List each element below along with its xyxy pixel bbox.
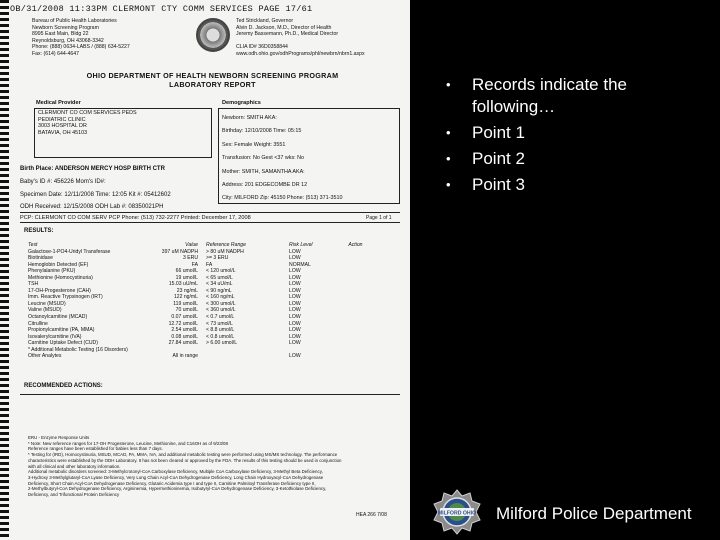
page-number: Page 1 of 1 [366, 215, 392, 221]
table-cell: < 34 uU/mL [206, 281, 233, 288]
specimen-date: Specimen Date: 12/11/2008 Time: 12:05 Kit #: 05412602 [20, 192, 171, 198]
note-line: characteristics were established by the ODH Laboratory. It has not been cleared or approved by the FDA. The results of this testing should be used in conjunction [28, 457, 342, 463]
bullet-item: • Point 2 [446, 149, 525, 168]
table-cell: LOW [289, 327, 301, 334]
divider [20, 212, 400, 213]
table-cell: 27.84 umol/L [168, 340, 199, 347]
table-cell: LOW [289, 268, 301, 275]
scan-edge [0, 0, 9, 540]
table-cell: > 6.00 umol/L [206, 340, 238, 347]
divider [20, 222, 400, 223]
table-cell: LOW [289, 314, 301, 321]
results-table [28, 242, 378, 360]
table-cell: < 90 ng/mL [206, 287, 232, 294]
table-cell: Hemoglobin Detected (EF) [28, 261, 89, 268]
footer-caption: Milford Police Department [496, 504, 692, 523]
bullet-list [444, 74, 714, 200]
table-cell [348, 353, 378, 360]
recommended-actions-label: RECOMMENDED ACTIONS: [24, 383, 103, 389]
table-cell: 397 uM NADPH [161, 248, 199, 255]
bullet-icon: • [446, 125, 451, 140]
note-line: ERU - Enzyme Response Units [28, 435, 90, 440]
table-cell: < 160 ng/mL [206, 294, 235, 301]
divider [20, 394, 400, 395]
table-cell: LOW [289, 320, 301, 327]
note-line: Additional metabolic disorders screened: 3-Methylcrotonyl-CoA Carboxylase Deficiency, Multiple CoA Carboxylase Deficiency, 3-Methyl Beta Deficiency, [28, 469, 323, 475]
table-cell: 23 ng/mL [176, 287, 199, 294]
lab-address: Bureau of Public Health Laboratories Newborn Screening Program 8995 East Main, Bldg 22 Reynoldsburg, OH 43068-3342 Phone: (888) 0634-LABS / (888) 634-5227 Fax: (614) 644-4647 [32, 18, 130, 57]
table-cell: 15.03 uU/mL [168, 281, 199, 288]
table-cell: TSH [28, 281, 39, 288]
table-cell: 119 umol/L [173, 300, 199, 307]
table-cell: Leucine (MSUD) [28, 300, 66, 307]
pcp-line: PCP: CLERMONT CO COM SERV PCP Phone: (513) 732-2277 Printed: December 17, 2008 [20, 215, 251, 221]
note-line: Deficiency, Short Chain Acyl-CoA Dehydrogenase Deficiency, Glutaric Acidemia type I and type II, Carnitine Palmitoyl Transferase Deficiency type II, [28, 480, 316, 486]
table-cell: LOW [289, 307, 301, 314]
form-number: HEA 266 7/08 [356, 512, 387, 518]
police-badge-icon [432, 488, 482, 536]
table-cell: LOW [289, 281, 301, 288]
table-cell: Other Analytes [28, 353, 62, 360]
bullet-icon: • [446, 151, 451, 166]
bullet-icon: • [446, 177, 451, 192]
table-cell: LOW [289, 353, 301, 360]
table-cell: 19 umol/L [175, 274, 199, 281]
table-cell: < 0.7 umol/L [206, 314, 235, 321]
table-cell: 3 ERU [183, 255, 199, 262]
table-cell: < 8.8 umol/L [206, 327, 235, 334]
note-line: Reference ranges have been established for babies less than 7 days. [28, 446, 163, 452]
table-cell: Citrulline [28, 320, 48, 327]
table-cell: < 0.8 umol/L [206, 333, 235, 340]
birth-place: Birth Place: ANDERSON MERCY HOSP BIRTH CTR [20, 166, 165, 172]
table-cell: Galactose-1-PO4-Uridyl Transferase [28, 248, 111, 255]
table-cell: Methionine (Homocystinuria) [28, 274, 93, 281]
report-notes [28, 435, 380, 498]
table-row [28, 353, 378, 360]
note-line: 2-Methylbutyryl-CoA Dehydrogenase Deficiency, Argininemia, Hypermethioninemia, Isobutyryl-CoA Dehydrogenase Deficiency, 3-Ketothiolase Deficiency, [28, 486, 327, 492]
note-line: * Testing for (IRD), Homocystinuria, MSUD, MCAD, PA, MMA, IVA, and additional metabolic testing were performed using MS/MS technology. The performance [28, 452, 338, 458]
table-cell: 12.72 umol/L [168, 320, 199, 327]
table-cell: LOW [289, 248, 301, 255]
demographics-label: Demographics [222, 100, 261, 106]
table-cell: 2.54 umol/L [171, 327, 199, 334]
provider-lines: CLERMONT CO COM SERVICES PEDS PEDIATRIC CLINIC 3003 HOSPITAL DR BATAVIA, OH 45103 [38, 110, 137, 136]
table-cell: FA [191, 261, 199, 268]
table-cell: Imm. Reactive Trypsinogen (IRT) [28, 294, 103, 301]
note-line: 3-Hydroxy 3-Methylglutaryl-CoA Lyase Deficiency, Very Long Chain Acyl-CoA Dehydrogenase Deficiency, Long Chain Hydroxyacyl-CoA Dehydrogenase [28, 474, 324, 480]
ohio-seal-icon [196, 18, 230, 52]
table-cell: >= 3 ERU [206, 255, 229, 262]
results-label: RESULTS: [24, 228, 54, 234]
table-cell: Valine (MSUD) [28, 307, 62, 314]
badge-text: MILFORD OHIO [437, 510, 477, 517]
table-cell: LOW [289, 333, 301, 340]
note-line: * Note: New reference ranges for 17-OH Progesterone, Leucine, Methionine, and C16OH as of 9/23/08 [28, 440, 228, 446]
table-cell: < 120 umol/L [206, 268, 236, 275]
table-cell: LOW [289, 287, 301, 294]
table-cell: < 73 umol/L [206, 320, 233, 327]
table-cell: LOW [289, 300, 301, 307]
report-title: OHIO DEPARTMENT OF HEALTH NEWBORN SCREENING PROGRAM LABORATORY REPORT [86, 71, 339, 89]
table-cell: Carnitine Uptake Defect (CUD) [28, 340, 98, 347]
note-line: with all clinical and other laboratory information. [28, 463, 121, 469]
table-cell: FA [206, 261, 213, 268]
table-cell: LOW [289, 294, 301, 301]
note-line: Deficiency, and Trifunctional Protein Deficiency [28, 492, 120, 498]
medical-provider-label: Medical Provider [36, 100, 81, 106]
table-cell: > 80 uM NADPH [206, 248, 244, 255]
table-cell: < 65 umol/L [206, 274, 233, 281]
table-cell: LOW [289, 255, 301, 262]
table-cell: LOW [289, 274, 301, 281]
table-cell: 122 ng/mL [173, 294, 199, 301]
bullet-item: • Records indicate the following… [446, 75, 627, 116]
table-cell: All in range [172, 353, 199, 360]
table-cell: < 360 umol/L [206, 307, 236, 314]
table-cell: Phenylalanine (PKU) [28, 268, 76, 275]
table-cell: 17-OH-Progesterone (CAH) [28, 287, 91, 294]
odh-received: ODH Received: 12/15/2008 ODH Lab #: 08350021PH [20, 204, 164, 210]
table-cell [206, 353, 289, 360]
table-cell: NORMAL [289, 261, 311, 268]
table-cell: LOW [289, 340, 301, 347]
table-cell: 0.07 umol/L [171, 314, 199, 321]
bullet-item: • Point 1 [446, 123, 525, 142]
table-cell: Octanoylcarnitine (MCAD) [28, 314, 88, 321]
table-cell: 70 umol/L [175, 307, 199, 314]
officials: Ted Strickland, Governor Alvin D. Jackson, M.D., Director of Health Jeremy Bassemann, Ph.D., Medical Director CLIA ID# 36D0358844 www.odh.ohio.gov/odhPrograms/phl/newbrn/nbrn1.aspx [236, 18, 365, 57]
table-cell: 0.08 umol/L [171, 333, 199, 340]
results-header-row: Test Value Reference Range Risk Level Action [28, 242, 363, 248]
table-cell: Isovalerylcarnitine (IVA) [28, 333, 82, 340]
table-cell: Propionylcarnitine (PA, MMA) [28, 327, 95, 334]
table-cell: * Additional Metabolic Testing (16 Disorders) [28, 346, 128, 353]
table-cell: 66 umol/L [175, 268, 199, 275]
babys-id: Baby's ID #: 456226 Mom's ID#: [20, 179, 106, 185]
fax-header: OB/31/2008 11:33PM CLERMONT CTY COMM SERVICES PAGE 17/61 [10, 4, 313, 14]
bullet-item: • Point 3 [446, 175, 525, 194]
results-body [28, 249, 378, 360]
demographic-lines: Newborn: SMITH AKA: Birthday: 12/10/2008 Time: 05:15 Sex: Female Weight: 3551 Transfusion: No Gest <37 wks: No Mother: SMITH, SAMANTHA AKA: Address: 201 EDGECOMBE DR 12 City: MILFORD Zip: 45150 Phone: (513) 371-3510 [222, 115, 343, 202]
bullet-icon: • [446, 77, 451, 92]
table-cell: Biotinidase [28, 255, 53, 262]
table-cell: < 300 umol/L [206, 300, 236, 307]
